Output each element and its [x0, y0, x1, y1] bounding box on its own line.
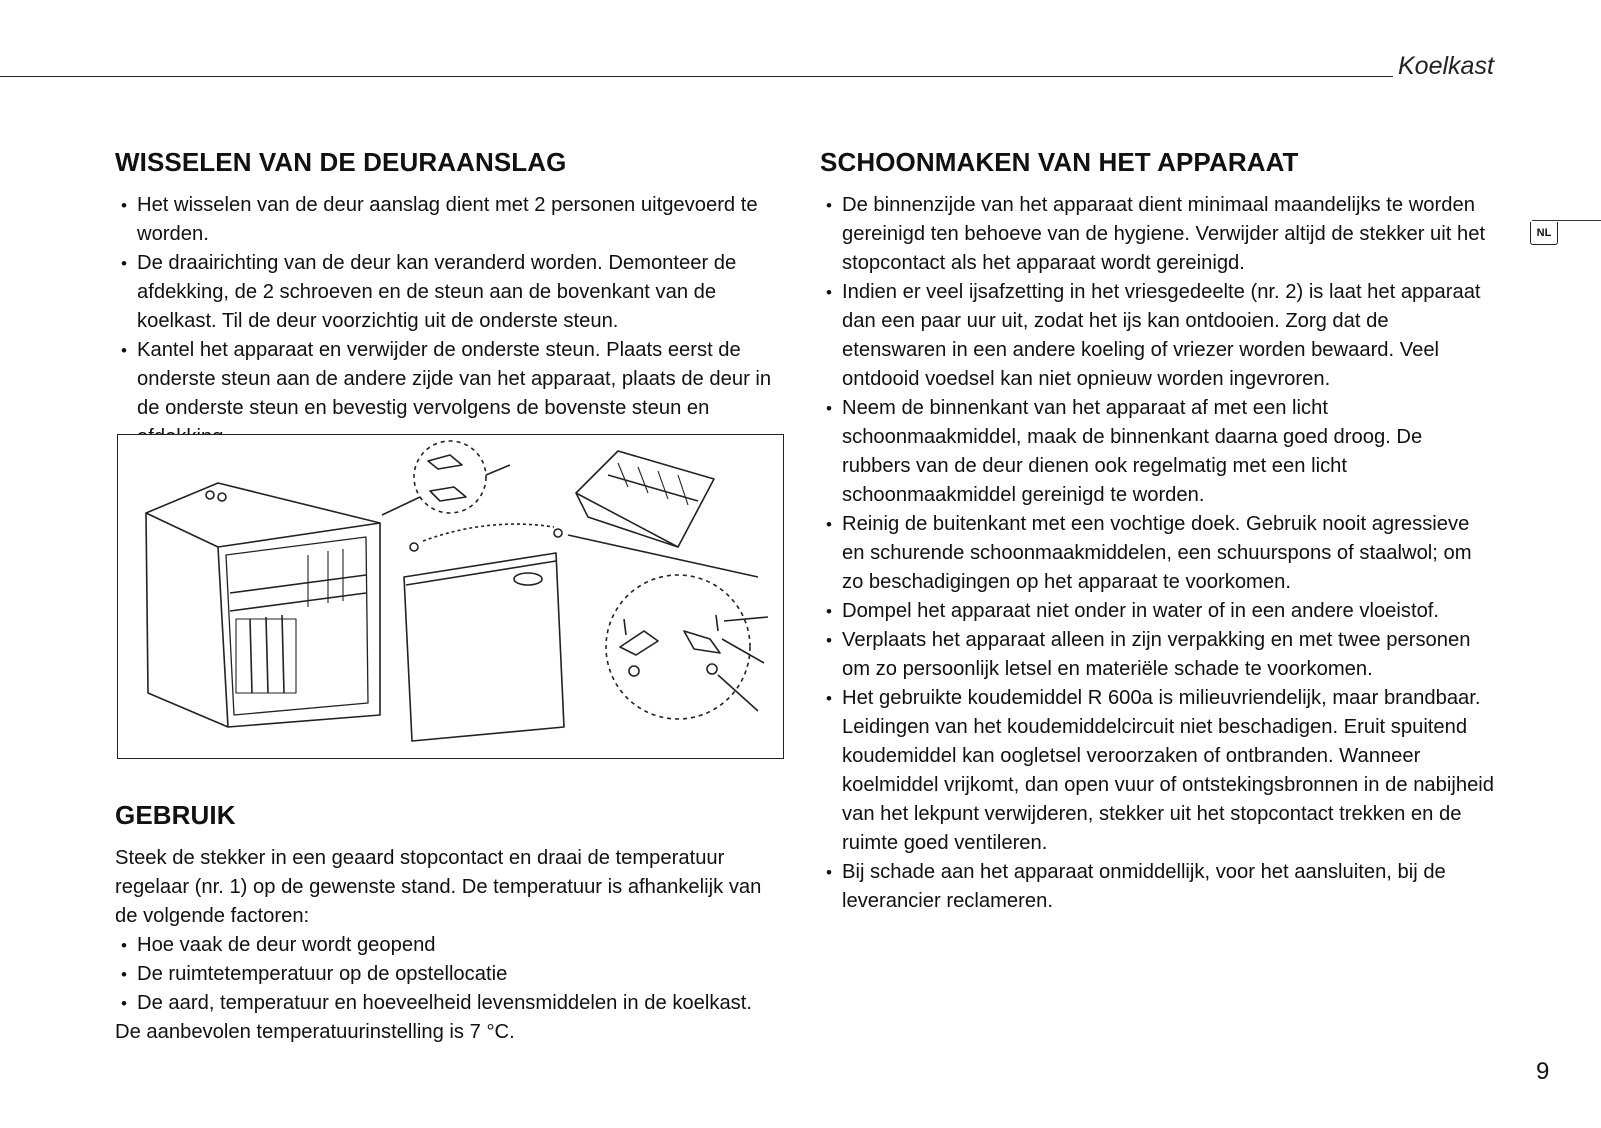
cleaning-heading: SCHOONMAKEN VAN HET APPARAAT — [820, 147, 1299, 177]
page-number: 9 — [1536, 1058, 1550, 1085]
cleaning-section — [820, 147, 1495, 916]
header-rule — [0, 76, 1393, 77]
list-item: • Het wisselen van de deur aanslag dient met 2 personen uitgevoerd te worden. — [115, 191, 785, 249]
running-header-title: Koelkast — [1398, 52, 1494, 80]
door-reversal-section — [115, 147, 785, 452]
door-reversal-illustration — [117, 434, 784, 759]
list-item: • Hoe vaak de deur wordt geopend — [115, 931, 785, 960]
usage-heading: GEBRUIK — [115, 800, 236, 830]
list-item: • De draairichting van de deur kan veranderd worden. Demonteer de afdekking, de 2 schroeven en de steun aan de bovenkant van de koelkast. Til de deur voorzichtig uit de onderste steun. — [115, 249, 785, 336]
door-reversal-list — [115, 191, 785, 452]
list-item: • Neem de binnenkant van het apparaat af met een licht schoonmaakmiddel, maak de binnenkant daarna goed droog. De rubbers van de deur dienen ook regelmatig met een licht schoonmaakmiddel gereinigd te worden. — [820, 394, 1495, 510]
usage-factors-list — [115, 931, 785, 1018]
usage-outro: De aanbevolen temperatuurinstelling is 7 °C. — [115, 1021, 515, 1043]
cleaning-list — [820, 191, 1495, 916]
list-item: • Indien er veel ijsafzetting in het vriesgedeelte (nr. 2) is laat het apparaat dan een paar uur uit, zodat het ijs kan ontdooien. Zorg dat de etenswaren in een andere koeling of vriezer worden bewaard. Veel ontdooid voedsel kan niet opnieuw worden ingevroren. — [820, 278, 1495, 394]
usage-section — [115, 800, 785, 1047]
list-item: • Reinig de buitenkant met een vochtige doek. Gebruik nooit agressieve en schurende schoonmaakmiddelen, een schuurspons of staalwol; om zo beschadigingen op het apparaat te voorkomen. — [820, 510, 1495, 597]
list-item: • Dompel het apparaat niet onder in water of in een andere vloeistof. — [820, 597, 1495, 626]
list-item: • Bij schade aan het apparaat onmiddellijk, voor het aansluiten, bij de leverancier reclameren. — [820, 858, 1495, 916]
list-item: • De binnenzijde van het apparaat dient minimaal maandelijks te worden gereinigd ten behoeve van de hygiene. Verwijder altijd de stekker uit het stopcontact als het apparaat wordt gereinigd. — [820, 191, 1495, 278]
door-reversal-heading: WISSELEN VAN DE DEURAANSLAG — [115, 147, 567, 177]
usage-intro: Steek de stekker in een geaard stopcontact en draai de temperatuur regelaar (nr. 1) op de gewenste stand. De temperatuur is afhankelijk van de volgende factoren: — [115, 847, 762, 927]
list-item: • Het gebruikte koudemiddel R 600a is milieuvriendelijk, maar brandbaar. Leidingen van het koudemiddelcircuit niet beschadigen. Eruit spuitend koudemiddel kan oogletsel veroorzaken of ontbranden. Wanneer koelmiddel vrijkomt, dan open vuur of ontstekingsbronnen in de nabijheid van het lekpunt verwijderen, stekker uit het stopcontact trekken en de ruimte goed ventileren. — [820, 684, 1495, 858]
language-tab-rule — [1532, 220, 1601, 221]
language-badge: NL — [1530, 222, 1558, 245]
list-item: • De aard, temperatuur en hoeveelheid levensmiddelen in de koelkast. — [115, 989, 785, 1018]
list-item: • Kantel het apparaat en verwijder de onderste steun. Plaats eerst de onderste steun aan de andere zijde van het apparaat, plaats de deur in de onderste steun en bevestig vervolgens de bovenste steun en — [115, 336, 785, 452]
list-item: • Verplaats het apparaat alleen in zijn verpakking en met twee personen om zo persoonlijk letsel en materiële schade te voorkomen. — [820, 626, 1495, 684]
fridge-diagram-icon — [118, 435, 783, 758]
list-item: • De ruimtetemperatuur op de opstellocatie — [115, 960, 785, 989]
